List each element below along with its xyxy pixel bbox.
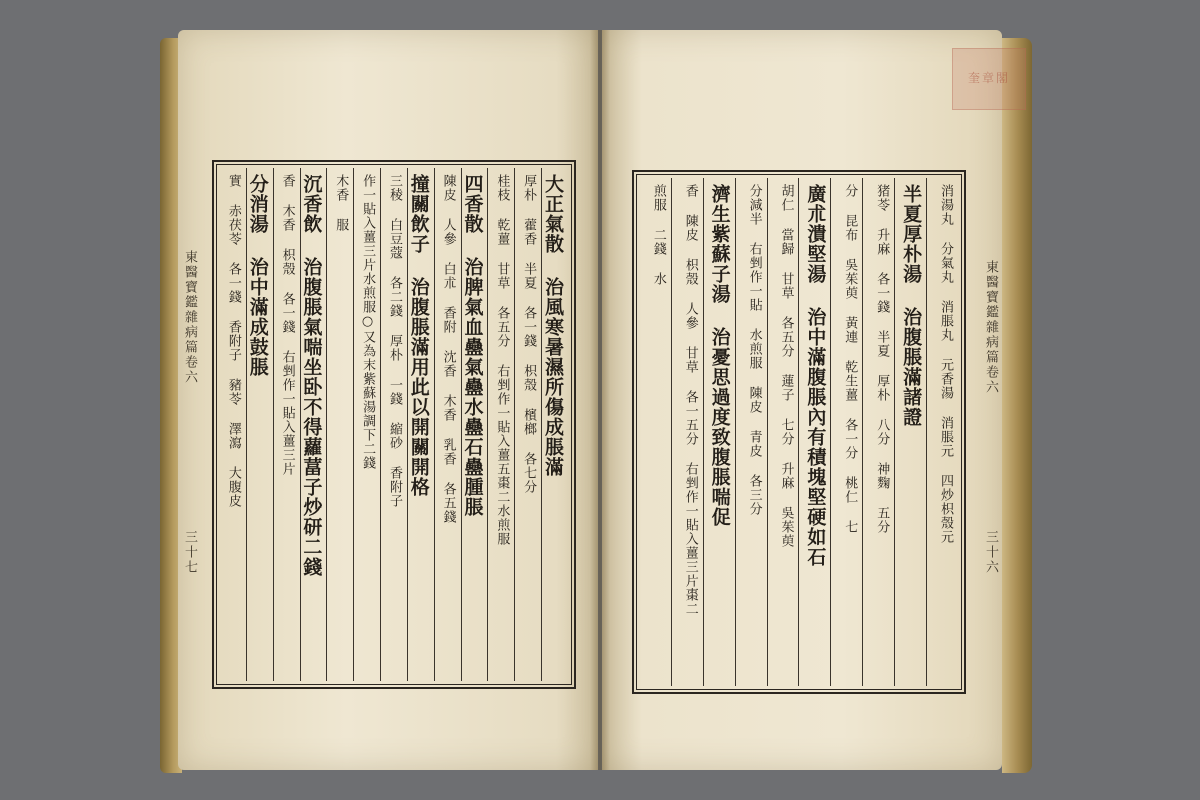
prescription-heading: 撞關飲子 治腹脹滿用此以開關開格 xyxy=(407,168,434,681)
prescription-heading: 廣朮潰堅湯 治中滿腹脹內有積塊堅硬如石 xyxy=(798,178,830,686)
text-column: 陳皮 人參 白朮 香附 沈香 木香 乳香 各五錢 xyxy=(434,168,461,681)
prescription-heading: 四香散 治脾氣血蠱氣蠱水蠱石蠱腫脹 xyxy=(461,168,488,681)
right-text-frame xyxy=(632,170,966,694)
text-column: 桂枝 乾薑 甘草 各五分 右剉作一貼入薑五棗二水煎服 xyxy=(487,168,514,681)
library-seal: 奎章閣 xyxy=(952,48,1026,110)
text-column: 分減半 右剉作一貼 水煎服 陳皮 青皮 各三分 xyxy=(735,178,767,686)
text-column: 實 赤茯苓 各一錢 香附子 豬苓 澤瀉 大腹皮 xyxy=(225,174,241,508)
text-column: 作一貼入薑三片水煎服○又為末紫蘇湯調下二錢 xyxy=(353,168,380,681)
text-column: 猪苓 升麻 各一錢 半夏 厚朴 八分 神麴 五分 xyxy=(862,178,894,686)
text-column: 三稜 白豆蔻 各二錢 厚朴 一錢 縮砂 香附子 xyxy=(380,168,407,681)
text-column: 煎服 二錢 水 xyxy=(650,184,666,286)
left-folio: 三十七 xyxy=(182,530,197,575)
prescription-heading: 半夏厚朴湯 治腹脹滿諸證 xyxy=(894,178,926,686)
prescription-heading: 沉香飲 治腹脹氣喘坐卧不得蘿葍子炒研二錢 xyxy=(300,168,327,681)
left-columns xyxy=(220,168,568,681)
text-column: 厚朴 藿香 半夏 各一錢 枳殼 檳榔 各七分 xyxy=(514,168,541,681)
text-column: 香 陳皮 枳殼 人參 甘草 各一五分 右剉作一貼入薑三片棗二 xyxy=(671,178,703,686)
book-gutter xyxy=(590,30,610,770)
right-columns xyxy=(640,178,958,686)
text-column: 分 昆布 吳茱萸 黃連 乾生薑 各一分 桃仁 七 xyxy=(830,178,862,686)
left-margin-title: 東醫寶鑑雜病篇卷六 xyxy=(182,250,197,385)
right-margin-title: 東醫寶鑑雜病篇卷六 xyxy=(983,260,998,395)
right-fore-edge xyxy=(1002,38,1032,773)
text-column: 木香 服 xyxy=(326,168,353,681)
left-text-frame xyxy=(212,160,576,689)
text-column: 消湯丸 分氣丸 消脹丸 元香湯 消脹元 四炒枳殼元 xyxy=(926,178,958,686)
text-column: 香 木香 枳殼 各一錢 右剉作一貼入薑三片 xyxy=(273,168,300,681)
right-page xyxy=(602,30,1010,770)
left-page xyxy=(178,30,598,770)
prescription-heading: 大正氣散 治風寒暑濕所傷成脹滿 xyxy=(541,168,568,681)
right-folio: 三十六 xyxy=(983,530,998,575)
open-book xyxy=(150,20,1040,780)
text-column: 胡仁 當歸 甘草 各五分 蓮子 七分 升麻 吳茱萸 xyxy=(767,178,799,686)
prescription-heading: 濟生紫蘇子湯 治憂思過度致腹脹喘促 xyxy=(703,178,735,686)
prescription-heading: 分消湯 治中滿成鼓脹 xyxy=(246,168,273,681)
